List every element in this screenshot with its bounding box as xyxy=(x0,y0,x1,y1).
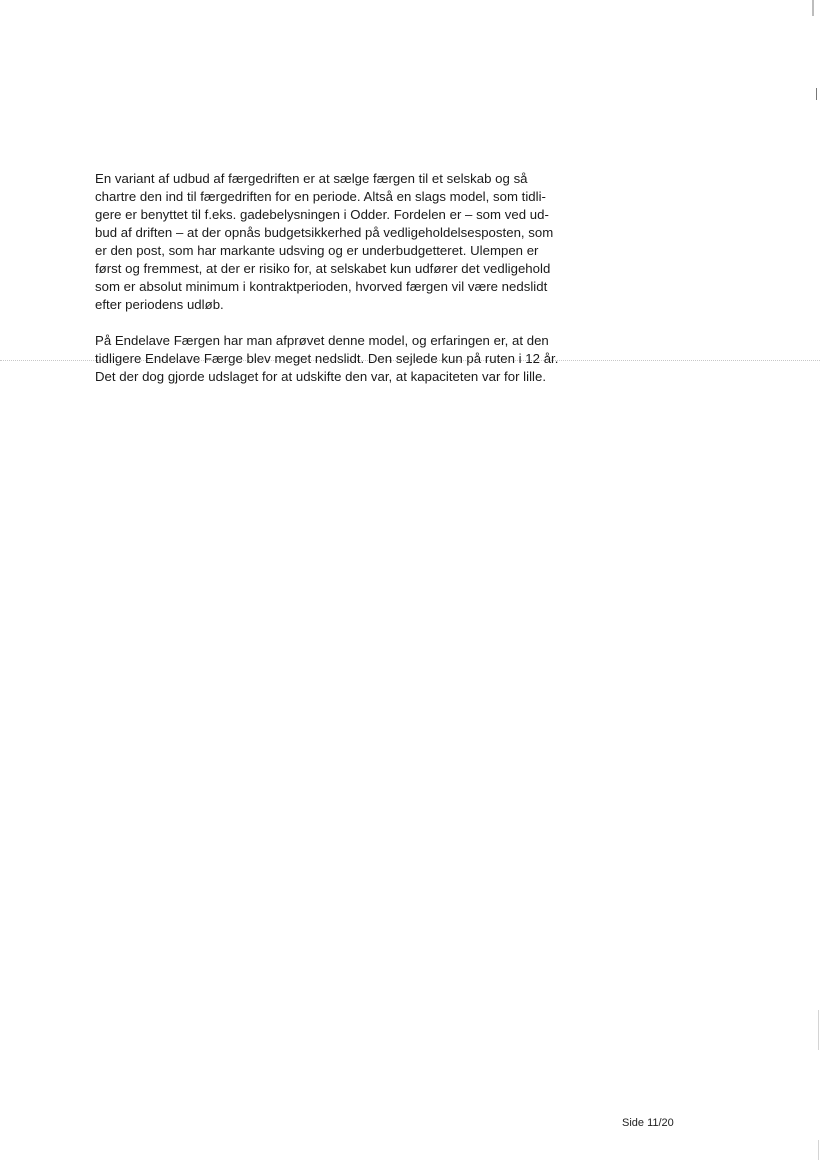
page-number: Side 11/20 xyxy=(622,1117,674,1129)
body-text xyxy=(95,170,595,386)
text-line: gere er benyttet til f.eks. gadebelysningen i Odder. Fordelen er – som ved ud- xyxy=(95,207,549,222)
text-line: På Endelave Færgen har man afprøvet denne model, og erfaringen er, at den xyxy=(95,333,549,348)
text-line: chartre den ind til færgedriften for en periode. Altså en slags model, som tidli- xyxy=(95,189,546,204)
text-line: først og fremmest, at der er risiko for, at selskabet kun udfører det vedligehold xyxy=(95,261,551,276)
scan-edge-mark xyxy=(812,0,814,16)
text-line: tidligere Endelave Færge blev meget nedslidt. Den sejlede kun på ruten i 12 år. xyxy=(95,351,559,366)
paragraph-endelave-experience xyxy=(95,332,595,386)
text-line: er den post, som har markante udsving og er underbudgetteret. Ulempen er xyxy=(95,243,539,258)
text-line: efter periodens udløb. xyxy=(95,297,224,312)
scan-edge-mark xyxy=(818,1010,819,1050)
text-line: som er absolut minimum i kontraktperioden, hvorved færgen vil være nedslidt xyxy=(95,279,548,294)
text-line: En variant af udbud af færgedriften er at sælge færgen til et selskab og så xyxy=(95,171,528,186)
text-line: Det der dog gjorde udslaget for at udskifte den var, at kapaciteten var for lille. xyxy=(95,369,547,384)
text-line: bud af driften – at der opnås budgetsikkerhed på vedligeholdelsesposten, som xyxy=(95,225,554,240)
scan-edge-mark xyxy=(818,1140,819,1160)
paragraph-ferry-sale-model xyxy=(95,170,595,314)
scan-edge-mark xyxy=(816,88,817,100)
